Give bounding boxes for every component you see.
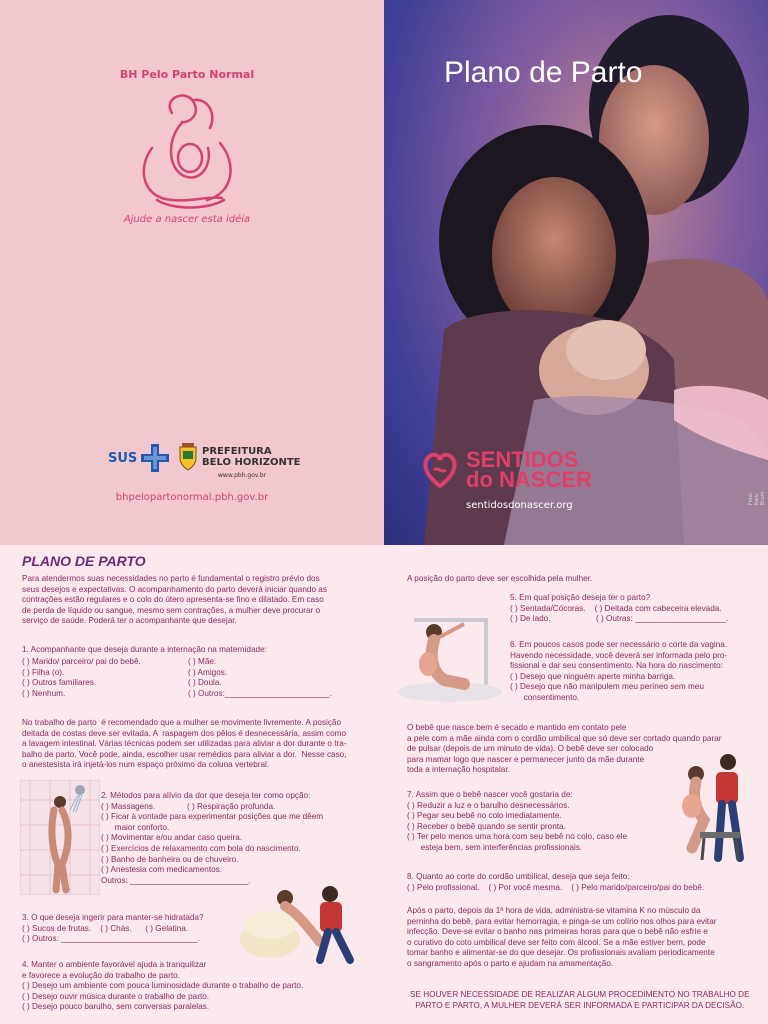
heart-icon (420, 450, 460, 490)
cross-icon (141, 444, 169, 472)
coat-of-arms-icon (178, 443, 198, 471)
brand-line1: SENTIDOS (466, 447, 579, 472)
intro-paragraph: Para atendermos suas necessidades no parto é fundamental o registro prévio dos seus desejos e expectativas. O acompanhamento do parto deverá iniciar quando as contrações estão regulares e o colo do útero apresenta-se fino e dilatado. Em caso de perda de líquido ou sangue, mesmo sem contrações, a mulher deve procurar o serviço de saúde. Poderá ter o acompanhante que desejar. (22, 574, 327, 626)
site-url-link[interactable]: bhpelopartonormal.pbh.gov.br (115, 492, 269, 503)
logo-bottom-text: Ajude a nascer esta idéia (123, 214, 251, 225)
sitting-couple-illustration (656, 748, 756, 868)
shower-woman-illustration (20, 780, 100, 895)
question-8[interactable]: 8. Quanto ao corte do cordão umbilical, deseja que seja feito: ( ) Pelo profissional. ( ) Por você mesma. ( ) Pelo marido/parceiro/pai do bebê. (407, 872, 705, 892)
mother-baby-icon (112, 78, 262, 228)
question-6[interactable]: 6. Em poucos casos pode ser necessário o corte da vagina. Havendo necessidade, você deverá ser informada pelo pro- fissional e dar seu consentimento. Na hora do nascimento: ( ) Desejo que ninguém aperte minha barriga. ( ) Desejo que não manipulem meu períneo sem meu consentimento. (510, 640, 728, 702)
question-7[interactable]: 7. Assim que o bebê nascer você gostaria de: ( ) Reduzir a luz e o barulho desnecessários. ( ) Pegar seu bebê no colo imediatamente. ( ) Receber o bebê quando se sentir pronta. ( ) Ter pelo menos uma hora com seu bebê no colo, caso ele esteja bem, sem interferências profissionais. (407, 790, 628, 852)
photo-credit: Foto: Kalu Brum (748, 491, 766, 505)
question-1-options-col2[interactable]: ( ) Mãe. ( ) Amigos. ( ) Doula. ( ) Outros:_______________________. (188, 657, 332, 698)
prefeitura-line1: PREFEITURA (202, 446, 272, 457)
prefeitura-url: www.pbh.gov.br (218, 472, 267, 479)
question-4[interactable]: 4. Manter o ambiente favorável ajuda a tranquilizar e favorece a evolução do trabalho de parto. ( ) Desejo um ambiente com pouca luminosidade durante o trabalho de parto. ( ) Desejo ouvir música durante o trabalho de parto. ( ) Desejo pouco barulho, sem conversas paralelas. (22, 960, 304, 1012)
brand-line2: do NASCER (466, 467, 592, 492)
question-1-options-col1[interactable]: ( ) Marido/ parceiro/ pai do bebê. ( ) Filha (o). ( ) Outros familiares. ( ) Nenhum. (22, 657, 141, 698)
labor-paragraph: No trabalho de parto é recomendado que a mulher se movimente livremente. A posição deitada de costas deve ser evitada. A raspagem dos pêlos é desnecessária, assim como a lavagem intestinal. Várias técnicas podem ser utilizadas para aliviar a dor durante o tra- balho de parto. Você pode, ainda, escolher usar remédios para aliviar a dor. Nesse caso, o anestesista irá injetá-los num espaço próximo da coluna vertebral. (22, 718, 347, 770)
sus-logo (108, 444, 169, 472)
logo-top-text: BH Pelo Parto Normal (119, 68, 255, 81)
position-intro: A posição do parto deve ser escolhida pela mulher. (407, 574, 593, 583)
page-heading: PLANO DE PARTO (22, 553, 146, 569)
question-3[interactable]: 3. O que deseja ingerir para manter-se hidratada? ( ) Sucos de frutas. ( ) Chás. ( ) Gelatina. ( ) Outros: ______________________________. (22, 913, 204, 944)
sus-label: SUS (108, 450, 138, 466)
question-2[interactable]: 2. Métodos para alívio da dor que deseja ter como opção: ( ) Massagens. ( ) Respiração profunda. ( ) Ficar à vontade para experimentar posições que me dêem maior conforto. ( ) Movimentar e/ou andar caso queira. ( ) Exercícios de relaxamento com bola do nascimento. ( ) Banho de banheira ou de chuveiro. ( ) Anestesia com medicamentos. Outros: __________________________. (101, 791, 324, 885)
prefeitura-logo (178, 443, 301, 471)
cover-title: Plano de Parto (444, 56, 643, 89)
massage-illustration (240, 880, 370, 965)
prefeitura-line2: BELO HORIZONTE (202, 457, 301, 468)
brand-url-link[interactable]: sentidosdonascer.org (466, 500, 573, 511)
notice: SE HOUVER NECESSIDADE DE REALIZAR ALGUM PROCEDIMENTO NO TRABALHO DE PARTO E PARTO, A MULHER DEVERÁ SER INFORMADA E PARTICIPAR DA DECISÃO. (410, 990, 750, 1010)
question-5[interactable]: 5. Em qual posição deseja ter o parto? ( ) Sentada/Cócoras. ( ) Deitada com cabeceira elevada. ( ) De lado. ( ) Outras: ____________________. (510, 593, 729, 624)
bh-parto-normal-logo (112, 68, 262, 238)
baby-contact-paragraph: O bebê que nasce bem é secado e mantido em contato pele a pele com a mãe ainda com o cordão umbilical que só deve ser cortado quando parar de pulsar (depois de um minuto de vida). O bebê deve ser colocado para mamar logo que nascer e permanecer junto da mãe durante toda a internação hospitalar. (407, 723, 722, 775)
question-1: 1. Acompanhante que deseja durante a internação na maternidade: (22, 645, 267, 654)
squatting-woman-illustration (394, 612, 506, 704)
sentidos-logo (420, 447, 592, 492)
after-birth-paragraph: Após o parto, depois da 1ª hora de vida, administra-se vitamina K no músculo da perninha do bebê, para evitar hemorragia, e pinga-se um colírio nos olhos para evitar infecção. Deve-se evitar o banho nas primeiras horas para que o bebê não esfrie e o curativo do coto umbilical deve ser feito com álcool. Se a mãe estiver bem, pode tomar banho e alimentar-se do que desejar. Os profissionais avaliam periodicamente o sangramento após o parto e ajudam na amamentação. (407, 906, 717, 968)
